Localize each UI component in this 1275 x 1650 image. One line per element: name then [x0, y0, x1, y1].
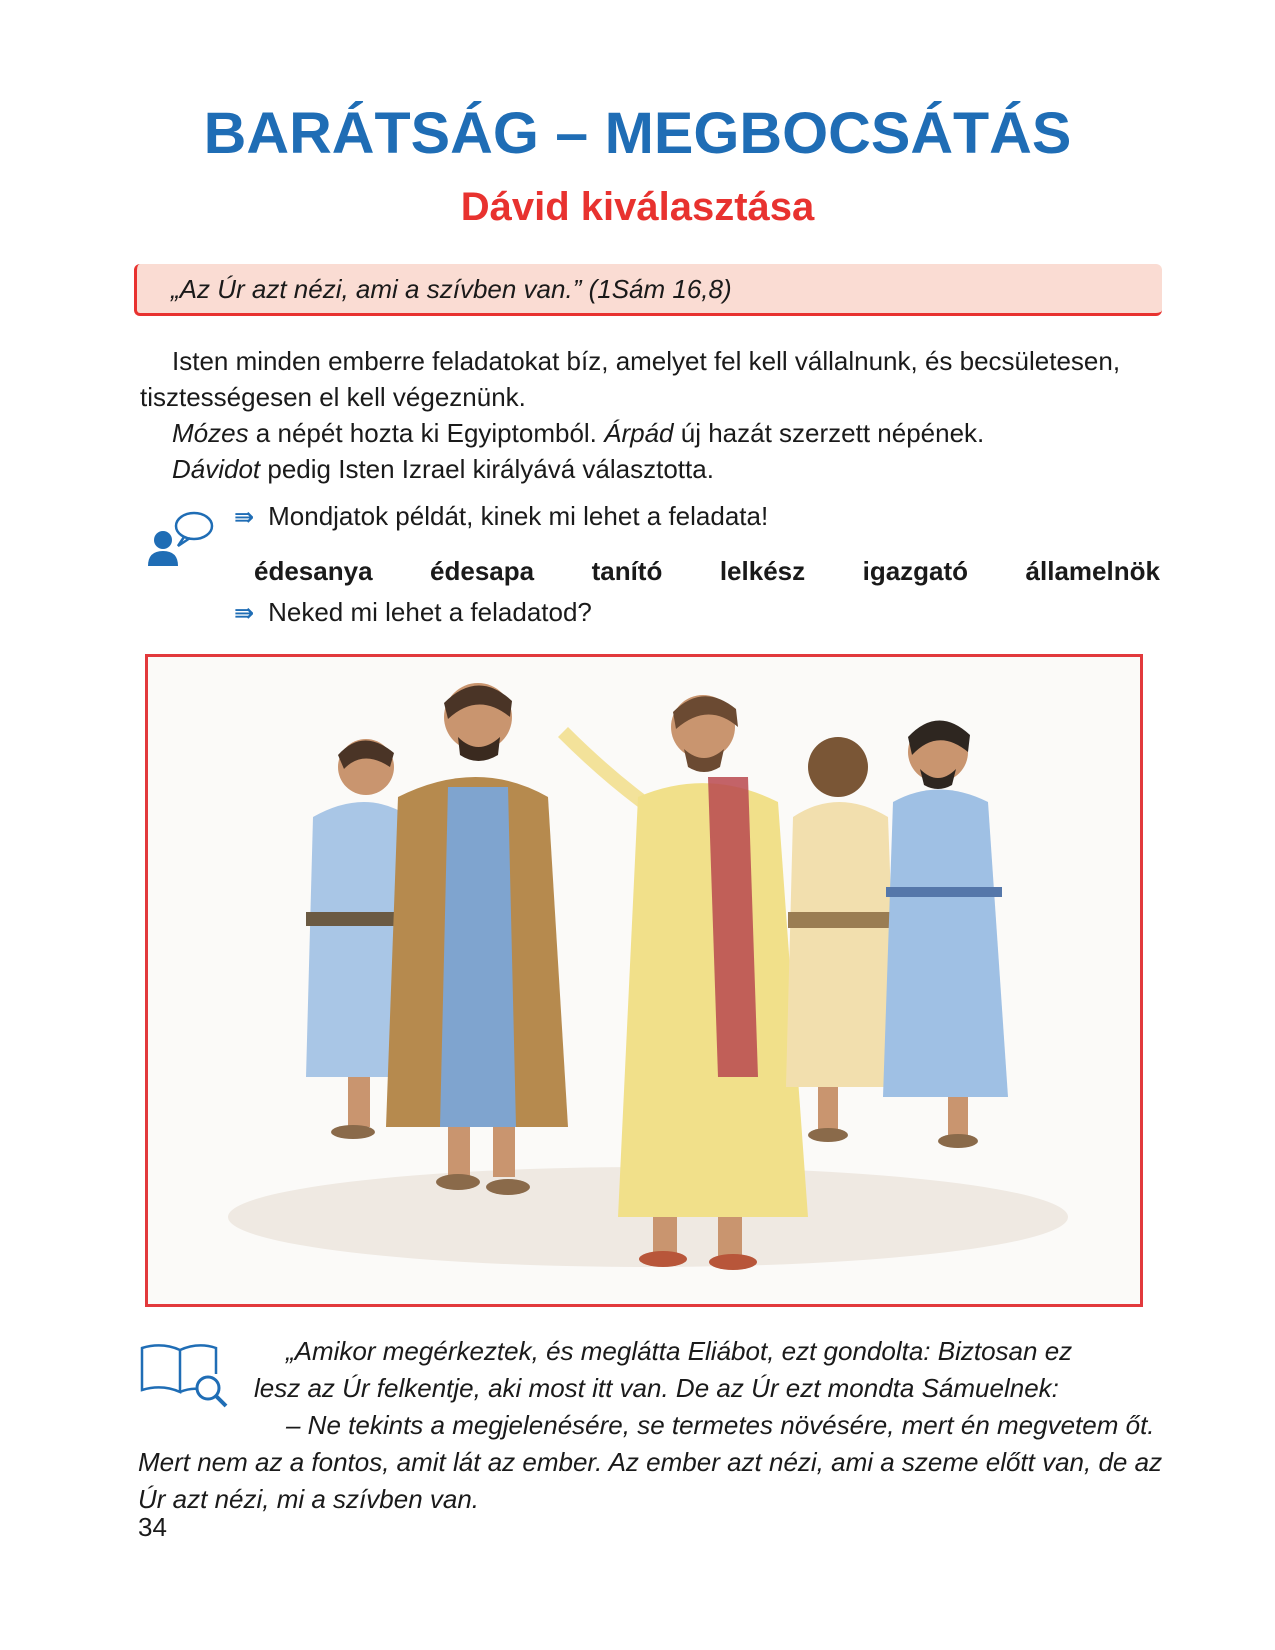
bible-quote [138, 1333, 1163, 1518]
role-item: államelnök [1025, 556, 1160, 586]
page-subtitle: Dávid kiválasztása [460, 185, 815, 229]
arrow-right-icon: ⇛ [234, 504, 255, 531]
intro-p3-text: pedig Isten Izrael királyává választotta. [260, 454, 714, 484]
intro-text [140, 343, 1160, 487]
role-item: igazgató [862, 556, 969, 586]
intro-p2-text-2: új hazát szerzett népének. [673, 418, 985, 448]
quote-paragraph-2: – Ne tekints a megjelenésére, se termetes növésére, mert én megvetem őt. Mert nem az a fontos, amit lát az ember. Az ember azt nézi, ami a szeme előtt van, de az Úr azt nézi, mi a szívben van. [138, 1410, 1163, 1514]
moses-name: Mózes [172, 418, 249, 448]
motto-text: „Az Úr azt nézi, ami a szívben van.” (1Sám 16,8) [171, 274, 732, 304]
david-name: Dávidot [172, 454, 261, 484]
task-2-text: Neked mi lehet a feladatod? [268, 597, 592, 627]
task-2 [234, 596, 592, 630]
quote-line-1: „Amikor megérkeztek, és meglátta Eliábot, ezt gondolta: Biztosan ez [286, 1336, 1073, 1366]
role-item: édesapa [430, 556, 535, 586]
roles-list [254, 556, 1160, 587]
role-item: tanító [591, 556, 663, 586]
figure-eliab [386, 683, 568, 1195]
page-title: BARÁTSÁG – MEGBOCSÁTÁS [203, 101, 1072, 166]
task-1 [234, 500, 768, 534]
intro-paragraph-3 [140, 451, 1160, 487]
role-item: lelkész [719, 556, 806, 586]
illustration-samuel-anointing [148, 657, 1140, 1304]
role-item: édesanya [254, 556, 373, 586]
task-1-text: Mondjatok példát, kinek mi lehet a feladata! [268, 501, 769, 531]
arrow-right-icon: ⇛ [234, 600, 255, 627]
motto-box [134, 264, 1162, 316]
intro-paragraph-2 [140, 415, 1160, 451]
intro-paragraph-1: Isten minden emberre feladatokat bíz, amelyet fel kell vállalnunk, és becsületesen, tisztességesen el kell végeznünk. [140, 346, 1121, 412]
intro-p2-text-1: a népét hozta ki Egyiptomból. [248, 418, 605, 448]
figure-man-back [786, 737, 898, 1142]
arpad-name: Árpád [604, 418, 674, 448]
figure-man-right [883, 720, 1008, 1148]
illustration-frame [145, 654, 1143, 1307]
quote-line-2: lesz az Úr felkentje, aki most itt van. De az Úr ezt mondta Sámuelnek: [254, 1373, 1059, 1403]
speech-person-icon [146, 508, 216, 572]
page-number: 34 [138, 1512, 167, 1542]
